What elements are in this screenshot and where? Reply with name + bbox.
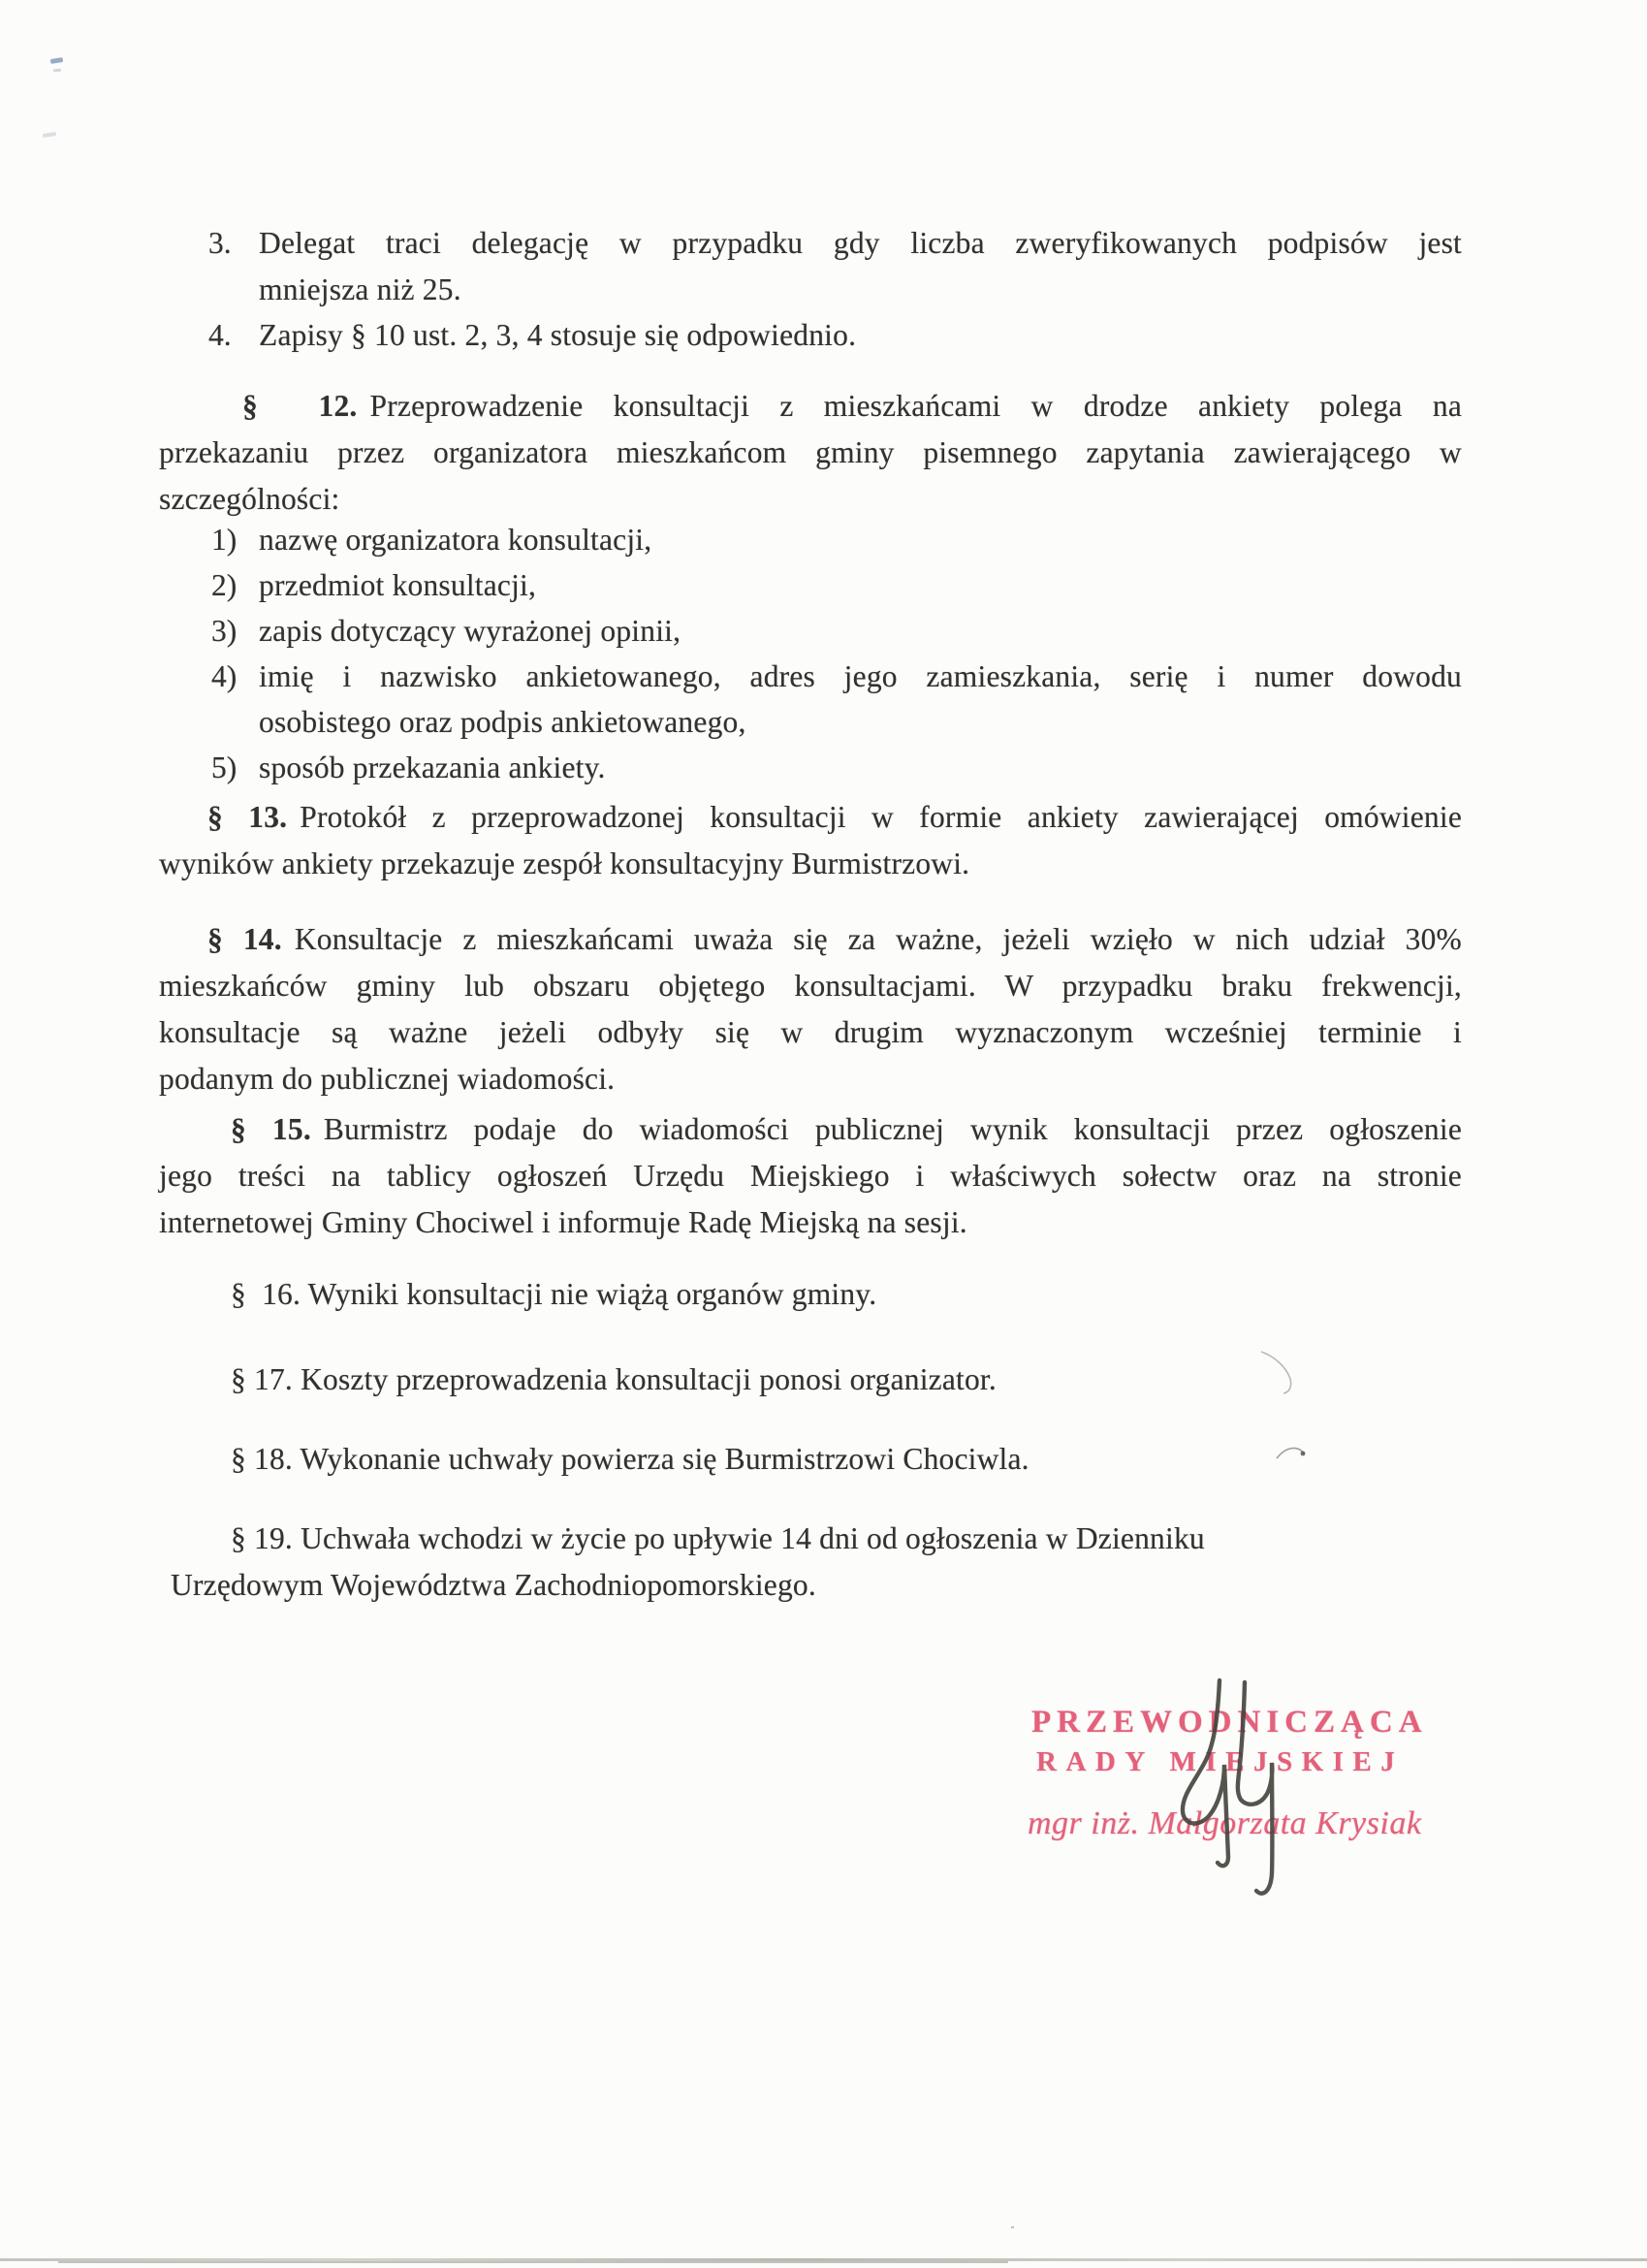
list-a-item3-line2: mniejsza niż 25. [259,272,461,306]
para-16: § 16. Wyniki konsultacji nie wiążą organów gminy. [231,1277,877,1311]
para-15-line1-text: Burmistrz podaje do wiadomości publicznej wynik konsultacji przez ogłoszenie [323,1112,1462,1146]
para-13-line1 [207,798,1462,837]
list-a-item4-marker: 4. [208,318,232,352]
para-14-line1-text: Konsultacje z mieszkańcami uważa się za ważne, jeżeli wzięło w nich udział 30% [294,922,1462,956]
stamp-signer-name: mgr inż. Małgorzata Krysiak [1028,1805,1422,1841]
para-18: § 18. Wykonanie uchwały powierza się Burmistrzowi Chociwla. [231,1442,1029,1476]
para-12-number: § 12. [242,389,358,423]
para-15-line2: jego treści na tablicy ogłoszeń Urzędu Miejskiego i właściwych sołectw oraz na stronie [159,1159,1462,1193]
list-a-item3-line1: Delegat traci delegację w przypadku gdy liczba zweryfikowanych podpisów jest [259,226,1462,260]
list-b-item4-marker: 4) [211,659,238,693]
para-15-line1 [231,1110,1462,1149]
scan-artifact-gray-dash [43,132,56,138]
list-b-item5-marker: 5) [211,751,238,784]
list-b-item4-line2: osobistego oraz podpis ankietowanego, [259,705,746,739]
stamp-title-line2: RADY MIEJSKIEJ [1036,1746,1405,1777]
list-b-item3: zapis dotyczący wyrażonej opinii, [259,614,681,648]
para-15-line3: internetowej Gminy Chociwel i informuje Radę Miejską na sesji. [159,1205,967,1239]
para-13-line2: wyników ankiety przekazuje zespół konsultacyjny Burmistrzowi. [159,847,970,880]
list-b-item2: przedmiot konsultacji, [259,568,537,602]
stamp-title-line1: PRZEWODNICZĄCA [1031,1705,1428,1740]
list-b-item4-line1: imię i nazwisko ankietowanego, adres jego zamieszkania, serię i numer dowodu [259,659,1462,693]
list-b-item1: nazwę organizatora konsultacji, [259,523,652,557]
para-14-number: § 14. [207,922,282,956]
para-12-line1-text: Przeprowadzenie konsultacji z mieszkańcami w drodze ankiety polega na [369,389,1462,423]
para-15-number: § 15. [231,1112,311,1146]
para-17: § 17. Koszty przeprowadzenia konsultacji ponosi organizator. [231,1362,997,1396]
para-13-number: § 13. [207,800,288,834]
para-12-line2: przekazaniu przez organizatora mieszkańcom gminy pisemnego zapytania zawierającego w [159,435,1462,469]
para-14-line3: konsultacje są ważne jeżeli odbyły się w drugim wyznaczonym wcześniej terminie i [159,1015,1462,1049]
list-b-item1-marker: 1) [211,523,238,557]
list-b-item3-marker: 3) [211,614,238,648]
para-14-line4: podanym do publicznej wiadomości. [159,1062,616,1096]
para-19-line1: § 19. Uchwała wchodzi w życie po upływie 14 dni od ogłoszenia w Dzienniku [231,1521,1205,1555]
para-12-line3: szczególności: [159,482,340,516]
para-14-line2: mieszkańców gminy lub obszaru objętego konsultacjami. W przypadku braku frekwencji, [159,969,1462,1003]
scan-edge-line-dark-segment [58,2261,1008,2263]
list-b-item2-marker: 2) [211,568,238,602]
para-14-line1 [207,920,1462,959]
list-b-item5: sposób przekazania ankiety. [259,751,606,784]
scan-artifact-blue-dash-small [53,69,61,73]
scan-artifact-blue-dash [50,57,64,64]
para-13-line1-text: Protokół z przeprowadzonej konsultacji w formie ankiety zawierającej omówienie [300,800,1463,834]
list-a-item4-line1: Zapisy § 10 ust. 2, 3, 4 stosuje się odpowiednio. [259,318,857,352]
scan-artifact-speck [1011,2226,1014,2228]
para-12-line1 [242,387,1462,426]
para-19-line2: Urzędowym Województwa Zachodniopomorskiego. [171,1568,816,1602]
list-a-item3-marker: 3. [208,226,232,260]
